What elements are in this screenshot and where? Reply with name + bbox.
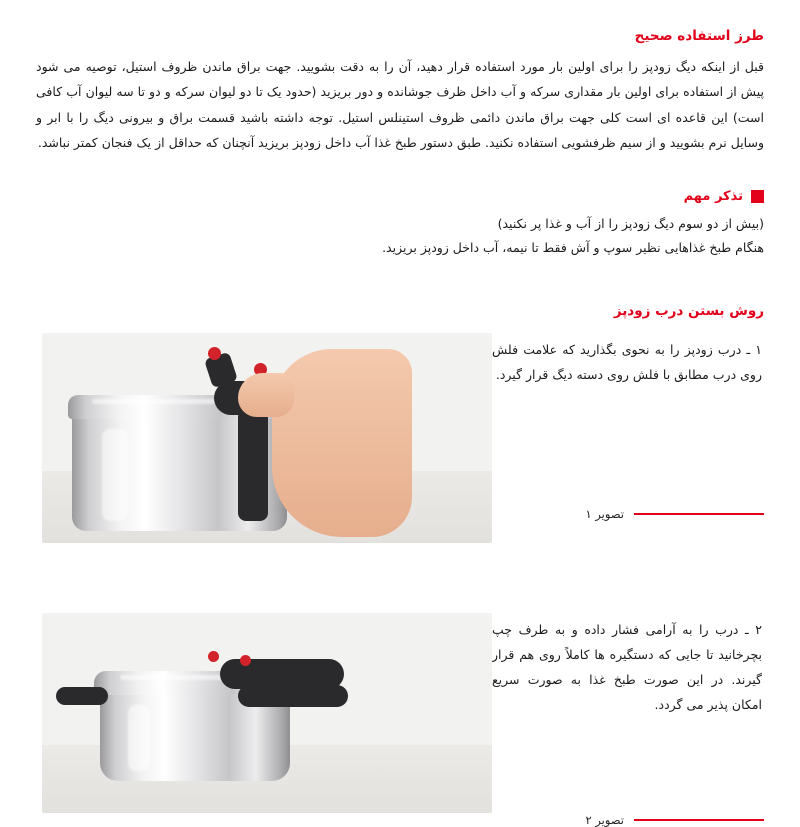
step-row-1 (36, 333, 764, 543)
important-note-line-2: هنگام طبخ غذاهایی نظیر سوپ و آش فقط تا نیمه، آب داخل زودپز بریزید. (382, 240, 764, 256)
figure-1-caption: تصویر ۱ (585, 506, 624, 521)
important-note-body (36, 212, 764, 261)
red-square-icon (751, 190, 764, 203)
figure-1-caption-row (492, 507, 764, 521)
step-2-text-column (492, 613, 764, 827)
important-note-block (36, 189, 764, 261)
step-1-text-column (492, 333, 764, 521)
figure-1-pressure-indicator (208, 347, 221, 360)
figure-1-body-highlight (102, 429, 128, 521)
step-1-text: ۱ ـ درب زودپز را به نحوی بگذارید که علامت فلش روی درب مطابق با فلش روی دسته دیگ قرار گیرد. (492, 341, 762, 382)
figure-1-hand (272, 349, 412, 537)
step-2-image-column (36, 613, 492, 813)
figure-2-body-highlight (128, 705, 150, 771)
figure-2-rule (634, 819, 764, 822)
figure-2-photo (42, 613, 492, 813)
step-2-text: ۲ ـ درب را به آرامی فشار داده و به طرف چپ بچرخانید تا جایی که دستگیره ها کاملاً روی هم قرار گیرند. در این صورت طبخ غذا به صورت سریع امکان پذیر می گردد. (492, 621, 762, 712)
step-1-image-column (36, 333, 492, 543)
figure-2-side-handle (238, 685, 348, 707)
important-note-title: تذکر مهم (683, 189, 743, 204)
figure-2-safety-valve (240, 655, 251, 666)
figure-1-rule (634, 513, 764, 516)
figure-1-photo (42, 333, 492, 543)
step-row-2 (36, 613, 764, 827)
section-correct-usage (36, 28, 764, 155)
section-paragraph-correct-usage: قبل از اینکه دیگ زودپز را برای اولین بار مورد استفاده قرار دهید، آن را به دقت بشویید. جهت براق ماندن ظروف استیل، توصیه می شود پیش از استفاده برای اولین بار مقداری سرکه و آب داخل ظرف جوشانده و دور بریزید (حدود یک تا دو لیوان سرکه و دو تا سه لیوان آب کافی است) این قاعده ای است کلی جهت براق ماندن دائمی ظروف استینلس استیل. توجه داشته باشید قسمت براق و بیرونی دیگ را با ابر و وسایل نرم بشویید و از سیم ظرفشویی استفاده نکنید. طبق دستور طبخ غذا آب داخل زودپز بریزید آنچنان که حداقل از یک فنجان کمتر نباشد. (36, 59, 764, 150)
section-title-closing-lid: روش بستن درب زودپز (613, 302, 764, 319)
figure-1-thumb (238, 373, 294, 417)
figure-2-caption-row (492, 813, 764, 827)
important-note-line-1: (بیش از دو سوم دیگ زودپز را از آب و غذا پر نکنید) (497, 216, 764, 231)
section-title-correct-usage: طرز استفاده صحیح (634, 28, 764, 44)
figure-2-opposite-handle (56, 687, 108, 705)
important-note-header (36, 189, 764, 204)
figure-2-caption: تصویر ۲ (585, 812, 624, 827)
figure-2-pressure-indicator (208, 651, 219, 662)
figure-1-side-handle (238, 409, 268, 521)
